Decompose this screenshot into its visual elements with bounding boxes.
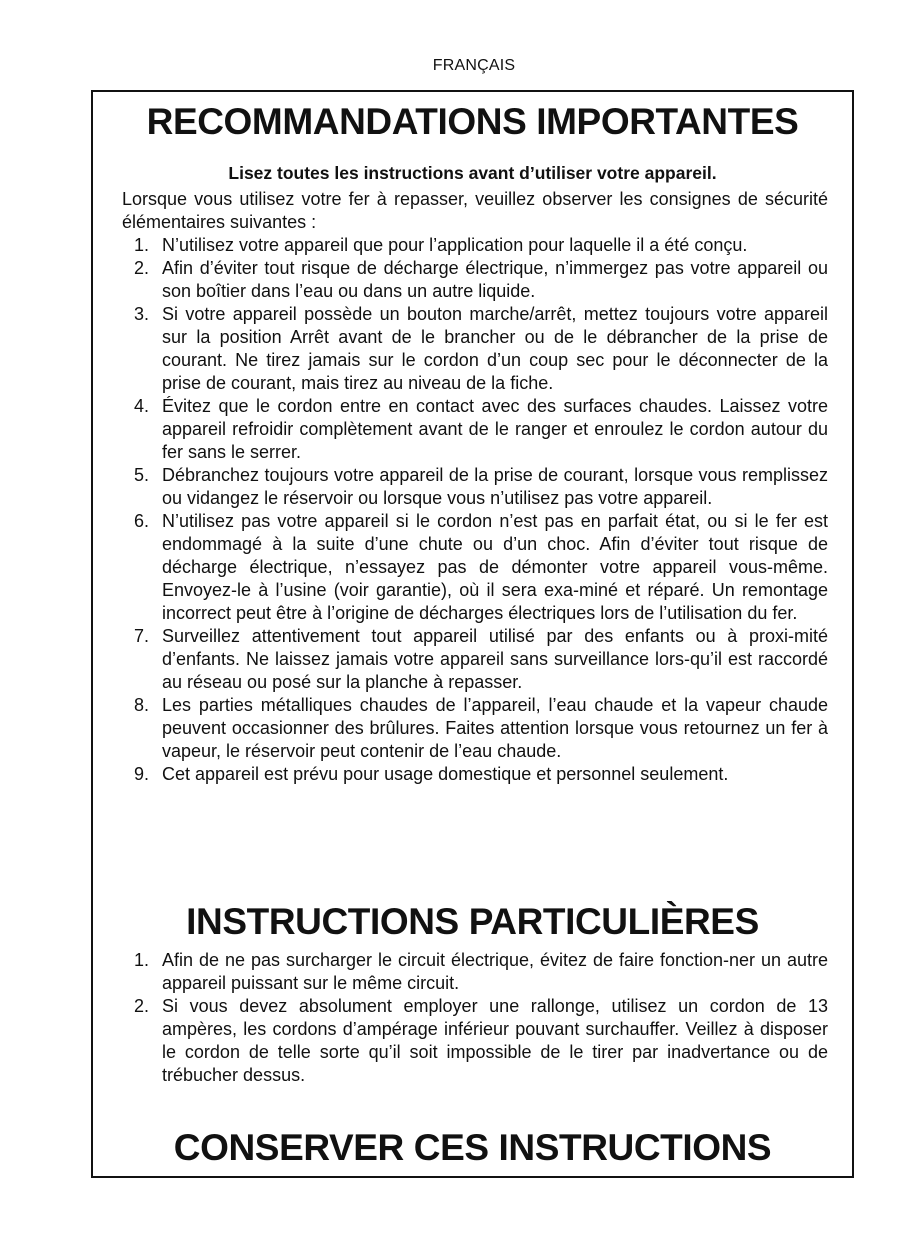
list-item-number: 3. — [134, 304, 150, 324]
list-item — [122, 694, 828, 763]
list-item-text: Surveillez attentivement tout appareil utilisé par des enfants ou à proxi-mité d’enfants. Ne laissez jamais votre appareil sans surveillance lors-qu’il est raccordé au réseau ou posé sur la planche à repasser. — [162, 626, 828, 692]
list-item — [122, 395, 828, 464]
list-item-number: 7. — [134, 626, 150, 646]
list-item — [122, 234, 828, 257]
read-instructions-subtitle: Lisez toutes les instructions avant d’utiliser votre appareil. — [228, 163, 717, 183]
list-item-number: 2. — [134, 258, 150, 278]
list-item-text: Si vous devez absolument employer une rallonge, utilisez un cordon de 13 ampères, les cordons d’ampérage inférieur pouvant surchauffer. Veillez à disposer le cordon de telle sorte qu’il soit impossible de le tirer par inadvertance ou de trébucher dessus. — [162, 996, 828, 1085]
list-item-number: 5. — [134, 465, 150, 485]
list-item-text: Les parties métalliques chaudes de l’appareil, l’eau chaude et la vapeur chaude peuvent occasionner des brûlures. Faites attention lorsque vous retournez un fer à vapeur, le réservoir peut contenir de l’eau chaude. — [162, 695, 828, 761]
list-item-text: Cet appareil est prévu pour usage domestique et personnel seulement. — [162, 764, 729, 784]
list-item-number: 4. — [134, 396, 150, 416]
list-item-text: Afin d’éviter tout risque de décharge électrique, n’immergez pas votre appareil ou son boîtier dans l’eau ou dans un autre liquide. — [162, 258, 828, 301]
safety-instructions-box — [91, 90, 854, 1178]
list-item-number: 2. — [134, 996, 150, 1016]
list-item-text: Afin de ne pas surcharger le circuit électrique, évitez de faire fonction-ner un autre appareil puissant sur le même circuit. — [162, 950, 828, 993]
intro-paragraph: Lorsque vous utilisez votre fer à repasser, veuillez observer les consignes de sécurité élémentaires suivantes : — [122, 189, 828, 232]
list-item — [122, 763, 828, 786]
list-item-text: Débranchez toujours votre appareil de la prise de courant, lorsque vous remplissez ou vidangez le réservoir ou lorsque vous n’utilisez pas votre appareil. — [162, 465, 828, 508]
list-item — [122, 464, 828, 510]
list-item-text: Si votre appareil possède un bouton marche/arrêt, mettez toujours votre appareil sur la position Arrêt avant de le brancher ou de le débrancher de la prise de courant. Ne tirez jamais sur le cordon d’un coup sec pour le déconnecter de la prise de courant, mais tirez au niveau de la fiche. — [162, 304, 828, 393]
safety-list — [122, 234, 828, 786]
list-item — [122, 995, 828, 1087]
list-item — [122, 625, 828, 694]
list-item — [122, 257, 828, 303]
list-item-text: Évitez que le cordon entre en contact avec des surfaces chaudes. Laissez votre appareil refroidir complètement avant de le ranger et enroulez le cordon autour du fer sans le serrer. — [162, 396, 828, 462]
list-item-number: 1. — [134, 950, 150, 970]
language-label: FRANÇAIS — [432, 57, 516, 74]
list-item-number: 8. — [134, 695, 150, 715]
list-item-text: N’utilisez pas votre appareil si le cordon n’est pas en parfait état, ou si le fer est endommagé à la suite d’une chute ou d’un choc. Afin d’éviter tout risque de décharge électrique, n’essayez pas de démonter votre appareil vous-même. Envoyez-le à l’usine (voir garantie), où il sera exa-miné et réparé. Un remontage incorrect peut être à l’origine de décharges électriques lors de l’utilisation du fer. — [162, 511, 828, 623]
list-item — [122, 949, 828, 995]
list-item — [122, 510, 828, 625]
footer-title-conserver: CONSERVER CES INSTRUCTIONS — [173, 1127, 772, 1168]
list-item-number: 6. — [134, 511, 150, 531]
list-item-number: 9. — [134, 764, 150, 784]
section-title-recommandations: RECOMMANDATIONS IMPORTANTES — [146, 101, 799, 142]
list-item-text: N’utilisez votre appareil que pour l’application pour laquelle il a été conçu. — [162, 235, 748, 255]
list-item-number: 1. — [134, 235, 150, 255]
special-instructions-list — [122, 949, 828, 1087]
section-title-instructions-particulieres: INSTRUCTIONS PARTICULIÈRES — [186, 901, 759, 942]
list-item — [122, 303, 828, 395]
